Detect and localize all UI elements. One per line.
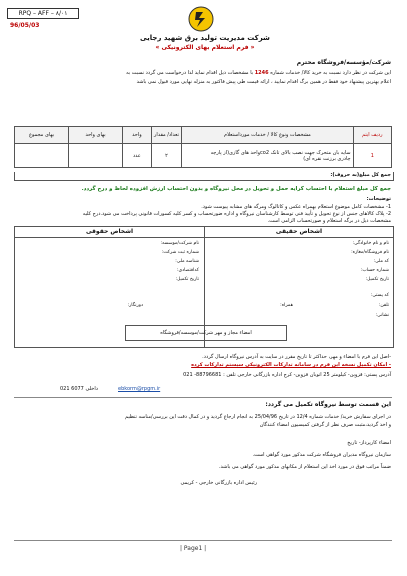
section2-line-4: سازمان نیروگاه مدیران فروشگاه شرکت مذکور مورد گواهی است. [252,452,391,458]
header-total-price: بهای مجموع [15,127,69,144]
section2-line-2: و اخذ گردید،مثبت صرف نظر از گرفتن کمیسیون امضاء کنندگان [259,422,391,428]
section2-title: این قسمت توسط نیروگاه تکمیل می گردد: [265,401,391,408]
table-row [15,144,392,168]
field-phone[interactable]: تلفن: [378,303,389,308]
phone-extension: 021 داخلی 6077 [60,386,98,392]
section2-line-3: امضاء کارپرداز- تاریخ [347,440,391,446]
request-number: 1246 [254,70,269,76]
field-economic-code[interactable]: کداقتصادی: [176,268,199,273]
total-in-words: جمع کل مبلغ(به حروف): [14,172,394,181]
field-registration-number[interactable]: شماره ثبت شرکت: [161,250,199,255]
section2-line-5: ضمناً مراتب فوق در مورد اخذ این استعلام از مکانهای مذکور مورد گواهی می باشد. [218,464,391,470]
field-national-id[interactable]: شناسه ملی: [175,259,199,264]
field-full-name[interactable]: نام و نام خانوادگی: [352,241,389,246]
email-link[interactable]: ebkorm@rpgm.ir [118,386,161,392]
field-national-code[interactable]: کد ملی: [373,259,389,264]
field-address[interactable]: نشانی: [375,313,389,318]
company-logo [188,6,214,32]
note-1: 1- مشخصات کامل موضوع استعلام بهمراه عکس و کاتالوگ ومرگه های مشابه پیوست شود. [201,204,391,210]
form-code: RPQ – AFF – ۸/۰۱ [7,8,79,19]
after-line-1: -اصل این فرم با امضاء و مهر، حداکثر تا تاریخ مقرر در سایت به آدرس نیروگاه ارسال گردد. [202,354,391,360]
note-3: مشخصات ذیل در برگه استعلام و صورتحساب الزامی است. [267,218,391,224]
notes-title: توضیحات: [366,196,391,202]
supplier-info-box [14,226,394,348]
field-postal-code[interactable]: کد پستی: [370,293,389,298]
signature-box[interactable]: امضاء مجاز و مهر شرکت/موسسه/فروشگاه [125,325,287,341]
field-company-name[interactable]: نام شرکت/موسسه: [160,241,199,246]
after-line-2: - امکان تکمیل نسخه این فرم در سامانه تدارکات الکترونیکی سیستم تدارکات کرده [191,362,391,368]
field-completion-date[interactable]: تاریخ تکمیل: [365,277,389,282]
field-legal-date[interactable]: تاریخ تکمیل: [175,277,199,282]
field-account-number[interactable]: شماره حساب: [360,268,389,273]
company-name: شرکت مدیریت تولید برق شهید رجایی [140,34,270,42]
price-notice: جمع کل مبلغ استعلام با احتساب کرایه حمل و تحویل در محل نیروگاه و بدون احتساب ارزش افزوده لحاظ و درج گردد. [81,186,391,192]
header-description: مشخصات ونوع کالا / خدمات مورداستعلام [182,127,353,144]
field-mobile[interactable]: همراه: [280,303,293,308]
row-quantity: ۲ [151,144,182,168]
field-fax[interactable]: دورنگار: [127,303,143,308]
header-quantity: تعداد/ مقدار [151,127,182,144]
postal-address: آدرس پستی: قزوین- کیلومتر 25 اتوبان قزوین- کرج اداره بازرگانی خارجی تلفن : 88796681- 021 [183,372,391,378]
row-unit: عدد [123,144,152,168]
real-persons-title: اشخاص حقیقی [205,227,393,238]
section2-signatory: رئیس اداره بازرگانی خارجی - کریمی [180,480,257,486]
intro-line-2: اعلام بهترین پیشنهاد خود فقط در همین برگ اقدام نمایید ، ارائه قیمت طی پیش فاکتور به منزله نهایی مورد قبول نمی باشد [136,79,391,85]
header-index: ردیف ایتم [353,127,391,144]
header-unit: واحد [123,127,152,144]
legal-persons-title: اشخاص حقوقی [15,227,204,238]
form-title: « فرم استعلام بهای الکترونیکی » [155,44,255,51]
form-date: 96/05/03 [10,22,40,29]
items-table [14,126,392,168]
note-2: 2- پلاک کالاهای جنس از نوع تحویل و تأیید فنی توسط کارشناسان نیروگاه و اداره ضورتحساب و کسر کلیه کسورات قانونی پرداخت می شود.درج کلیه [82,211,391,217]
row-description: سایه بان متحرک جهت نصب بالای تانک co2واحد های گازی(از پارچه چادری برزنت نقره ای) [182,144,353,168]
page-number: | Page1 | [180,545,207,552]
intro-line-1: این شرکت در نظر دارد نسبت به خرید کالا/ خدمات شماره 1246 با مشخصات ذیل اقدام نماید لذا درخواست می گردد نسبت به [126,70,391,76]
field-shop-name[interactable]: نام فروشگاه/مغازه: [351,250,389,255]
row-unit-price[interactable] [69,144,123,168]
row-index: 1 [353,144,391,168]
salutation: شرکت/مؤسسه/فروشگاه محترم [296,59,391,66]
header-unit-price: بهای واحد [69,127,123,144]
section2-line-1: در اجرای سفارش خرید/ خدمات شماره 12/4 در تاریخ 25/04/96 به انجام ارجاع گردید و در کمال دقت این بررسی/مناسه تنظیم [125,414,391,420]
row-total-price[interactable] [15,144,69,168]
